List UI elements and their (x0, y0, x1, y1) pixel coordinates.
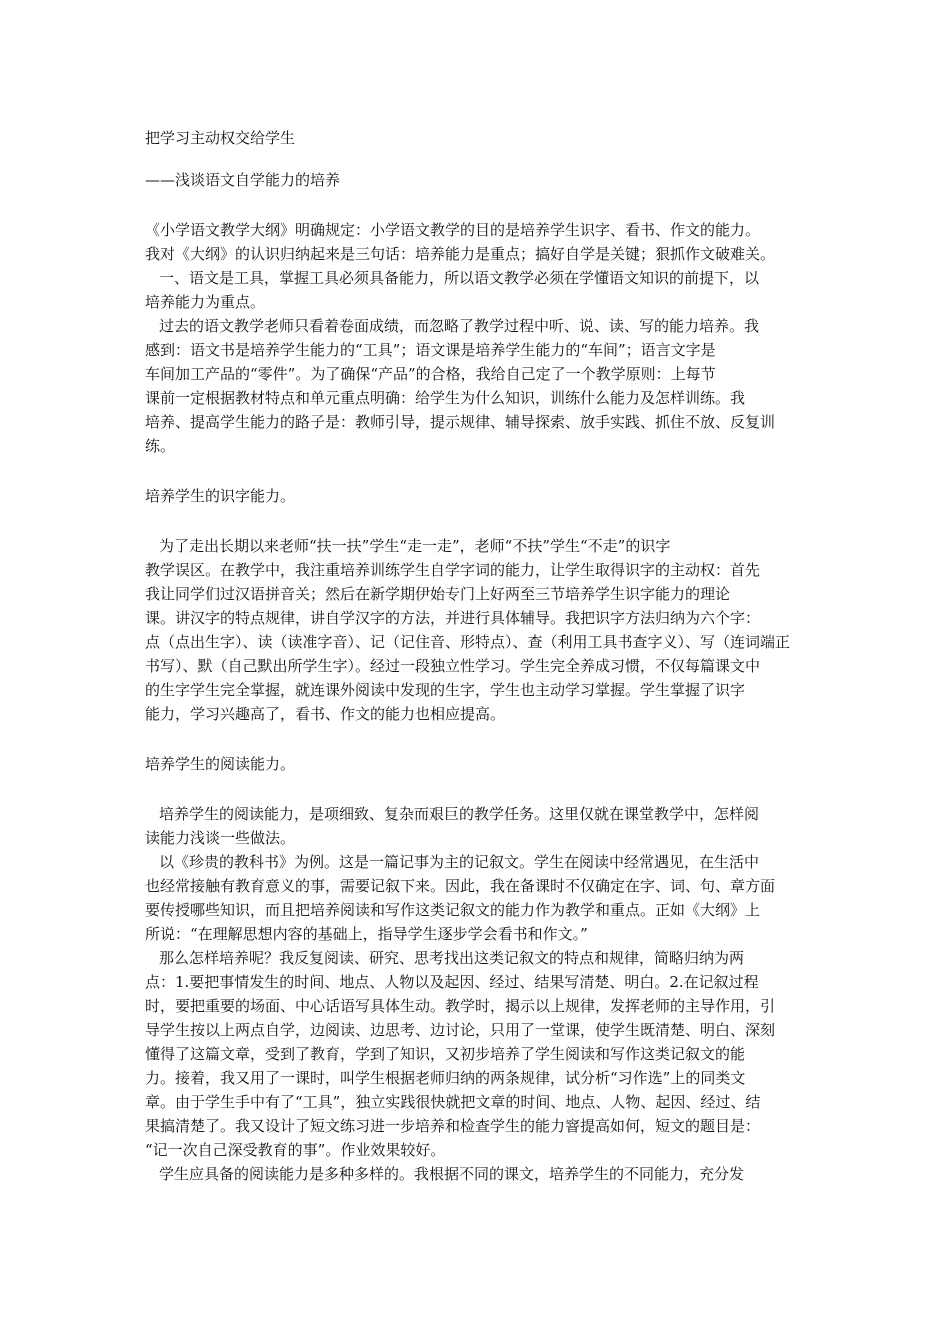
text-line: 时，要把重要的场面、中心话语写具体生动。教学时，揭示以上规律，发挥老师的主导作用，引 (145, 997, 776, 1015)
text-line: 培养能力为重点。 (145, 293, 266, 311)
document-title: 把学习主动权交给学生 (145, 129, 296, 147)
text-line: 导学生按以上两点自学，边阅读、边思考、边讨论，只用了一堂课，使学生既清楚、明白、深刻 (145, 1021, 776, 1039)
body-paragraph (145, 802, 805, 850)
text-line: 《小学语文教学大纲》明确规定：小学语文教学的目的是培养学生识字、看书、作文的能力。 (145, 221, 761, 239)
text-line: 练。 (145, 437, 176, 455)
text-line: 为了走出长期以来老师“扶一扶”学生“走一走”，老师“不扶”学生“不走”的识字 (159, 537, 671, 555)
text-line: 我对《大纲》的认识归纳起来是三句话：培养能力是重点；搞好自学是关键；狠抓作文破难关。 (145, 245, 776, 263)
text-line: 车间加工产品的“零件”。为了确保“产品”的合格，我给自己定了一个教学原则：上每节 (145, 365, 716, 383)
text-line: 学生应具备的阅读能力是多种多样的。我根据不同的课文，培养学生的不同能力，充分发 (159, 1165, 745, 1183)
text-line: 力。接着，我又用了一课时，叫学生根据老师归纳的两条规律，试分析“习作选”上的同类文 (145, 1069, 746, 1087)
text-line: 要传授哪些知识，而且把培养阅读和写作这类记叙文的能力作为教学和重点。正如《大纲》上 (145, 901, 761, 919)
text-line: 培养、提高学生能力的路子是：教师引导，提示规律、辅导探索、放手实践、抓住不放、反复训 (145, 413, 776, 431)
text-line: 课。讲汉字的特点规律，讲自学汉字的方法，并进行具体辅导。我把识字方法归纳为六个字： (145, 609, 761, 627)
text-line: 也经常接触有教育意义的事，需要记叙下来。因此，我在备课时不仅确定在字、词、句、章方面 (145, 877, 776, 895)
text-line: “记一次自己深受教育的事”。作业效果较好。 (145, 1141, 446, 1159)
document-page (145, 120, 805, 1186)
text-line: 培养学生的阅读能力，是项细致、复杂而艰巨的教学任务。这里仅就在课堂教学中，怎样阅 (159, 805, 760, 823)
section-heading-literacy: 培养学生的识字能力。 (145, 487, 296, 505)
text-line: 懂得了这篇文章，受到了教育，学到了知识，又初步培养了学生阅读和写作这类记叙文的能 (145, 1045, 746, 1063)
body-paragraph (145, 946, 805, 1162)
body-paragraph (145, 314, 805, 458)
text-line: 能力，学习兴趣高了，看书、作文的能力也相应提高。 (145, 705, 506, 723)
body-paragraph (145, 534, 805, 726)
body-paragraph (145, 850, 805, 946)
text-line: 感到：语文书是培养学生能力的“工具”；语文课是培养学生能力的“车间”；语言文字是 (145, 341, 716, 359)
text-line: 点：1.要把事情发生的时间、地点、人物以及起因、经过、结果写清楚、明白。2.在记叙过程 (145, 973, 759, 991)
text-line: 那么怎样培养呢？我反复阅读、研究、思考找出这类记叙文的特点和规律，简略归纳为两 (159, 949, 745, 967)
text-line: 章。由于学生手中有了“工具”，独立实践很快就把文章的时间、地点、人物、起因、经过、结 (145, 1093, 761, 1111)
text-line: 果搞清楚了。我又设计了短文练习进一步培养和检查学生的能力窨提高如何，短文的题目是： (145, 1117, 761, 1135)
text-line: 读能力浅谈一些做法。 (145, 829, 296, 847)
point-one-paragraph (145, 266, 805, 314)
section-heading-reading: 培养学生的阅读能力。 (145, 755, 296, 773)
document-subtitle: ——浅谈语文自学能力的培养 (145, 171, 341, 189)
text-line: 书写）、默（自己默出所学生字）。经过一段独立性学习。学生完全养成习惯，不仅每篇课文中 (145, 657, 761, 675)
text-line: 我让同学们过汉语拼音关；然后在新学期伊始专门上好两至三节培养学生识字能力的理论 (145, 585, 731, 603)
text-line: 所说：“在理解思想内容的基础上，指导学生逐步学会看书和作文。” (145, 925, 588, 943)
body-paragraph (145, 1162, 805, 1186)
text-line: 点（点出生字）、读（读准字音）、记（记住音、形特点）、查（利用工具书查字义）、写（连词端正 (145, 633, 791, 651)
text-line: 教学误区。在教学中，我注重培养训练学生自学字词的能力，让学生取得识字的主动权：首先 (145, 561, 761, 579)
text-line: 课前一定根据教材特点和单元重点明确：给学生为什么知识，训练什么能力及怎样训练。我 (145, 389, 746, 407)
text-line: 以《珍贵的教科书》为例。这是一篇记事为主的记叙文。学生在阅读中经常遇见，在生活中 (159, 853, 760, 871)
text-line: 的生字学生完全掌握，就连课外阅读中发现的生字，学生也主动学习掌握。学生掌握了识字 (145, 681, 746, 699)
intro-paragraph (145, 218, 805, 266)
text-line: 一、语文是工具，掌握工具必须具备能力，所以语文教学必须在学懂语文知识的前提下，以 (159, 269, 760, 287)
text-line: 过去的语文教学老师只看着卷面成绩，而忽略了教学过程中听、说、读、写的能力培养。我 (159, 317, 760, 335)
